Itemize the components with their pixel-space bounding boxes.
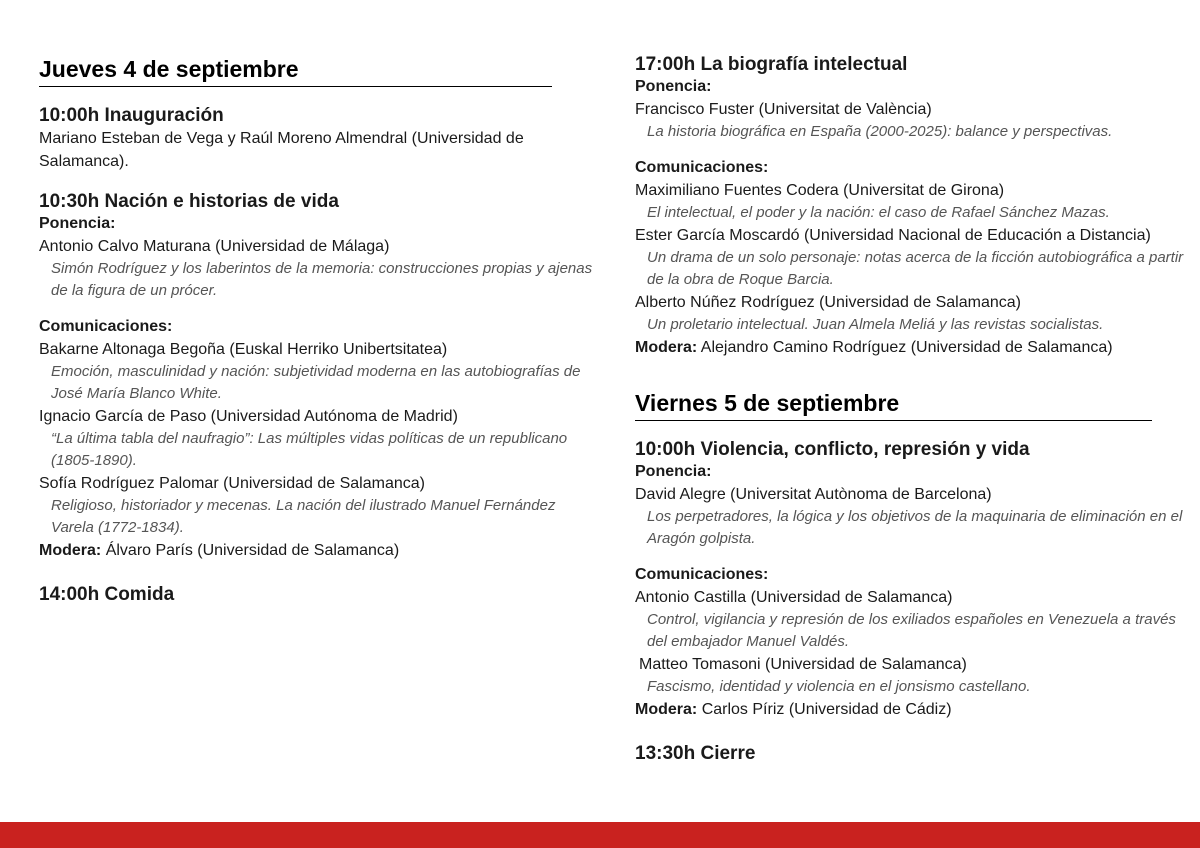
comunicacion-speaker: Sofía Rodríguez Palomar (Universidad de Salamanca) <box>39 475 425 492</box>
moderator <box>635 698 1195 721</box>
ponencia-talk: Simón Rodríguez y los laberintos de la memoria: construcciones propias y ajenas de la figura de un prócer. <box>51 260 593 299</box>
session-inauguracion <box>39 105 599 173</box>
ponencia-speaker: David Alegre (Universitat Autònoma de Barcelona) <box>635 486 992 503</box>
comunicacion-talk: Fascismo, identidad y violencia en el jonsismo castellano. <box>647 678 1031 695</box>
day-title-thursday: Jueves 4 de septiembre <box>39 56 552 87</box>
ponencia-talk: Los perpetradores, la lógica y los objetivos de la maquinaria de eliminación en el Aragón golpista. <box>647 508 1183 547</box>
comunicacion-talk: “La última tabla del naufragio”: Las múltiples vidas políticas de un republicano (1805-1890). <box>51 430 568 469</box>
ponencia-label: Ponencia: <box>635 463 712 480</box>
footer-accent-bar <box>0 822 1200 848</box>
comunicacion-speaker: Ignacio García de Paso (Universidad Autónoma de Madrid) <box>39 408 458 425</box>
comunicacion-speaker: Antonio Castilla (Universidad de Salamanca) <box>635 589 953 606</box>
comunicacion-talk: Emoción, masculinidad y nación: subjetividad moderna en las autobiografías de José María Blanco White. <box>51 363 581 402</box>
ponencia-speaker: Francisco Fuster (Universitat de València) <box>635 101 932 118</box>
comunicacion-speaker: Matteo Tomasoni (Universidad de Salamanca) <box>639 656 967 673</box>
session-comida: 14:00h Comida <box>39 584 175 605</box>
ponencia-speaker: Antonio Calvo Maturana (Universidad de Málaga) <box>39 238 390 255</box>
comunicacion-talk: Un drama de un solo personaje: notas acerca de la ficción autobiográfica a partir de la obra de Roque Barcia. <box>647 249 1184 288</box>
session-cierre: 13:30h Cierre <box>635 743 756 764</box>
session-title: 10:00h Violencia, conflicto, represión y vida <box>635 439 1030 460</box>
session-title: 10:30h Nación e historias de vida <box>39 191 339 212</box>
moderator-name: Álvaro París (Universidad de Salamanca) <box>105 542 400 559</box>
session-title: 10:00h Inauguración <box>39 105 224 126</box>
moderator <box>39 539 599 562</box>
session-biografia <box>635 54 1195 359</box>
comunicacion-speaker: Bakarne Altonaga Begoña (Euskal Herriko Unibertsitatea) <box>39 341 448 358</box>
comunicaciones-label: Comunicaciones: <box>39 318 173 335</box>
comunicaciones-label: Comunicaciones: <box>635 566 769 583</box>
session-title: 17:00h La biografía intelectual <box>635 54 908 75</box>
right-column <box>635 0 1195 765</box>
session-violencia <box>635 439 1195 721</box>
comunicacion-talk: Un proletario intelectual. Juan Almela Meliá y las revistas socialistas. <box>647 316 1104 333</box>
comunicaciones-label: Comunicaciones: <box>635 159 769 176</box>
day-title-friday: Viernes 5 de septiembre <box>635 390 1152 421</box>
comunicacion-talk: Control, vigilancia y represión de los exiliados españoles en Venezuela a través del embajador Manuel Valdés. <box>647 611 1176 650</box>
left-column <box>39 0 599 606</box>
modera-label: Modera: <box>39 542 102 559</box>
session-nacion <box>39 191 599 562</box>
modera-label: Modera: <box>635 339 698 356</box>
comunicacion-speaker: Ester García Moscardó (Universidad Nacional de Educación a Distancia) <box>635 227 1151 244</box>
ponencia-label: Ponencia: <box>635 78 712 95</box>
session-speakers: Mariano Esteban de Vega y Raúl Moreno Almendral (Universidad de Salamanca). <box>39 130 524 170</box>
comunicacion-speaker: Maximiliano Fuentes Codera (Universitat de Girona) <box>635 182 1005 199</box>
moderator-name: Alejandro Camino Rodríguez (Universidad de Salamanca) <box>700 339 1113 356</box>
comunicacion-talk: El intelectual, el poder y la nación: el caso de Rafael Sánchez Mazas. <box>647 204 1110 221</box>
ponencia-label: Ponencia: <box>39 215 116 232</box>
moderator <box>635 336 1195 359</box>
comunicacion-speaker: Alberto Núñez Rodríguez (Universidad de Salamanca) <box>635 294 1021 311</box>
comunicacion-talk: Religioso, historiador y mecenas. La nación del ilustrado Manuel Fernández Varela (1772-1834). <box>51 497 556 536</box>
ponencia-talk: La historia biográfica en España (2000-2025): balance y perspectivas. <box>647 123 1113 140</box>
moderator-name: Carlos Píriz (Universidad de Cádiz) <box>701 701 952 718</box>
modera-label: Modera: <box>635 701 698 718</box>
